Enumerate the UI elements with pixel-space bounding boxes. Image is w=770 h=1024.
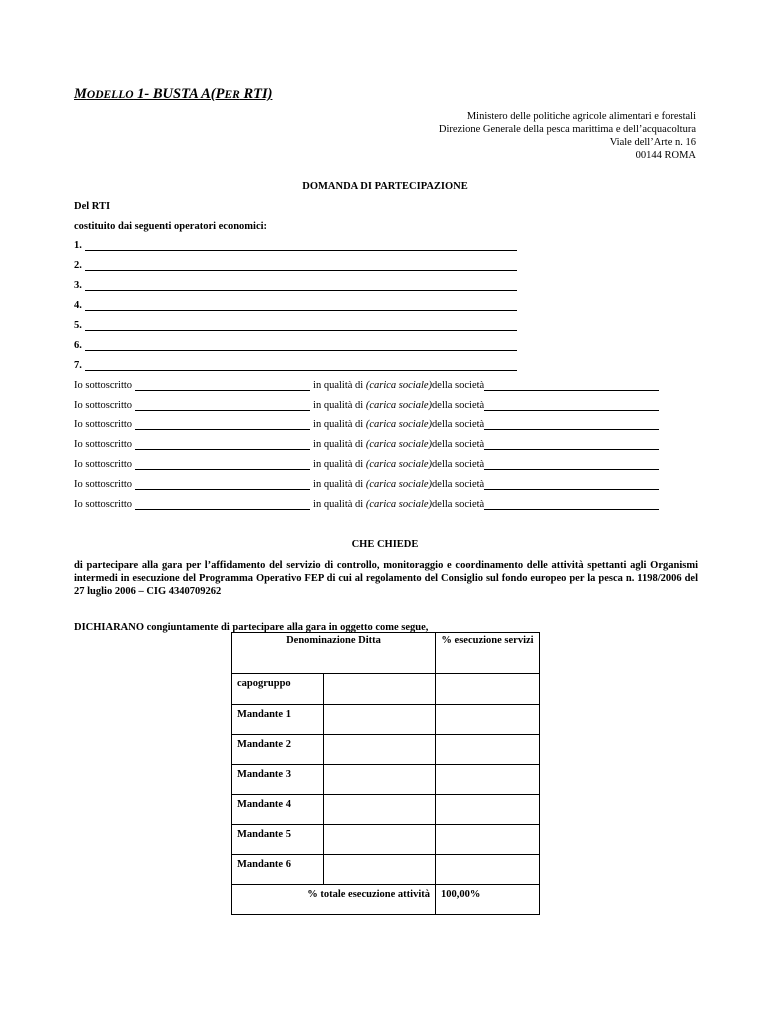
operator-field[interactable] xyxy=(85,339,517,351)
header-percent: % esecuzione servizi xyxy=(436,633,540,674)
company-field[interactable] xyxy=(484,498,659,510)
company-name-cell[interactable] xyxy=(324,735,436,765)
percent-cell[interactable] xyxy=(436,765,540,795)
signatory-name-field[interactable] xyxy=(135,478,310,490)
table-row xyxy=(232,735,540,765)
signatory-line: Io sottoscritto in qualità di (carica sociale) della società xyxy=(74,498,659,510)
company-name-cell[interactable] xyxy=(324,795,436,825)
table-row xyxy=(232,825,540,855)
participation-table xyxy=(231,632,540,915)
table-header-row xyxy=(232,633,540,674)
operator-line: 4. xyxy=(74,299,517,311)
percent-cell[interactable] xyxy=(436,825,540,855)
company-name-cell[interactable] xyxy=(324,825,436,855)
dichiarano-line: DICHIARANO congiuntamente di partecipare alla gara in oggetto come segue, xyxy=(74,622,429,633)
company-field[interactable] xyxy=(484,438,659,450)
signatory-line: Io sottoscritto in qualità di (carica sociale) della società xyxy=(74,438,659,450)
row-label: Mandante 5 xyxy=(232,825,324,855)
company-field[interactable] xyxy=(484,458,659,470)
row-label: Mandante 3 xyxy=(232,765,324,795)
company-name-cell[interactable] xyxy=(324,765,436,795)
operator-field[interactable] xyxy=(85,319,517,331)
percent-cell[interactable] xyxy=(436,735,540,765)
table-total-row xyxy=(232,885,540,915)
signatory-line: Io sottoscritto in qualità di (carica sociale) della società xyxy=(74,458,659,470)
table-row xyxy=(232,674,540,705)
costituito-label: costituito dai seguenti operatori economici: xyxy=(74,221,268,232)
operator-line: 3. xyxy=(74,279,517,291)
table-row xyxy=(232,765,540,795)
signatory-name-field[interactable] xyxy=(135,438,310,450)
address-line: Direzione Generale della pesca marittima e dell’acquacoltura xyxy=(438,124,696,135)
document-title: MODELLO 1- BUSTA A(PER RTI) xyxy=(74,86,273,102)
row-label: Mandante 2 xyxy=(232,735,324,765)
header-denominazione: Denominazione Ditta xyxy=(232,633,436,674)
operator-line: 2. xyxy=(74,259,517,271)
percent-cell[interactable] xyxy=(436,795,540,825)
company-name-cell[interactable] xyxy=(324,674,436,705)
signatory-line: Io sottoscritto in qualità di (carica sociale) della società xyxy=(74,418,659,430)
operator-field[interactable] xyxy=(85,359,517,371)
operator-field[interactable] xyxy=(85,259,517,271)
row-label: capogruppo xyxy=(232,674,324,705)
company-field[interactable] xyxy=(484,399,659,411)
total-label-cell: % totale esecuzione attività xyxy=(232,885,436,915)
table-row xyxy=(232,855,540,885)
table-row xyxy=(232,795,540,825)
section-heading: DOMANDA DI PARTECIPAZIONE xyxy=(302,181,468,192)
company-name-cell[interactable] xyxy=(324,705,436,735)
signatory-name-field[interactable] xyxy=(135,418,310,430)
signatory-name-field[interactable] xyxy=(135,399,310,411)
company-field[interactable] xyxy=(484,478,659,490)
operator-line: 1. xyxy=(74,239,517,251)
che-chiede-heading: CHE CHIEDE xyxy=(351,539,419,550)
signatory-line: Io sottoscritto in qualità di (carica sociale) della società xyxy=(74,379,659,391)
percent-cell[interactable] xyxy=(436,705,540,735)
signatory-line: Io sottoscritto in qualità di (carica sociale) della società xyxy=(74,478,659,490)
company-name-cell[interactable] xyxy=(324,855,436,885)
signatory-name-field[interactable] xyxy=(135,458,310,470)
percent-cell[interactable] xyxy=(436,855,540,885)
row-label: Mandante 4 xyxy=(232,795,324,825)
signatory-line: Io sottoscritto in qualità di (carica sociale) della società xyxy=(74,399,659,411)
operator-line: 6. xyxy=(74,339,517,351)
operator-field[interactable] xyxy=(85,239,517,251)
signatory-name-field[interactable] xyxy=(135,379,310,391)
request-paragraph: di partecipare alla gara per l’affidamento del servizio di controllo, monitoraggio e coordinamento delle attività spettanti agli Organismi intermedi in esecuzione del Programma Operativo FEP di cui al regolamento del Consiglio sul fondo europeo per la pesca n. 1198/2006 del 27 luglio 2006 – CIG 4340709262 xyxy=(74,560,698,597)
company-field[interactable] xyxy=(484,418,659,430)
recipient-address xyxy=(439,110,696,162)
percent-cell[interactable] xyxy=(436,674,540,705)
del-rti-label: Del RTI xyxy=(74,201,111,212)
operator-field[interactable] xyxy=(85,299,517,311)
company-field[interactable] xyxy=(484,379,659,391)
operator-line: 5. xyxy=(74,319,517,331)
operator-line: 7. xyxy=(74,359,517,371)
total-value-cell: 100,00% xyxy=(436,885,540,915)
signatory-name-field[interactable] xyxy=(135,498,310,510)
address-line: Ministero delle politiche agricole alimentari e forestali xyxy=(466,111,696,122)
operator-field[interactable] xyxy=(85,279,517,291)
row-label: Mandante 6 xyxy=(232,855,324,885)
address-line: Viale dell’Arte n. 16 xyxy=(609,137,696,148)
row-label: Mandante 1 xyxy=(232,705,324,735)
address-line: 00144 ROMA xyxy=(635,150,696,161)
table-row xyxy=(232,705,540,735)
